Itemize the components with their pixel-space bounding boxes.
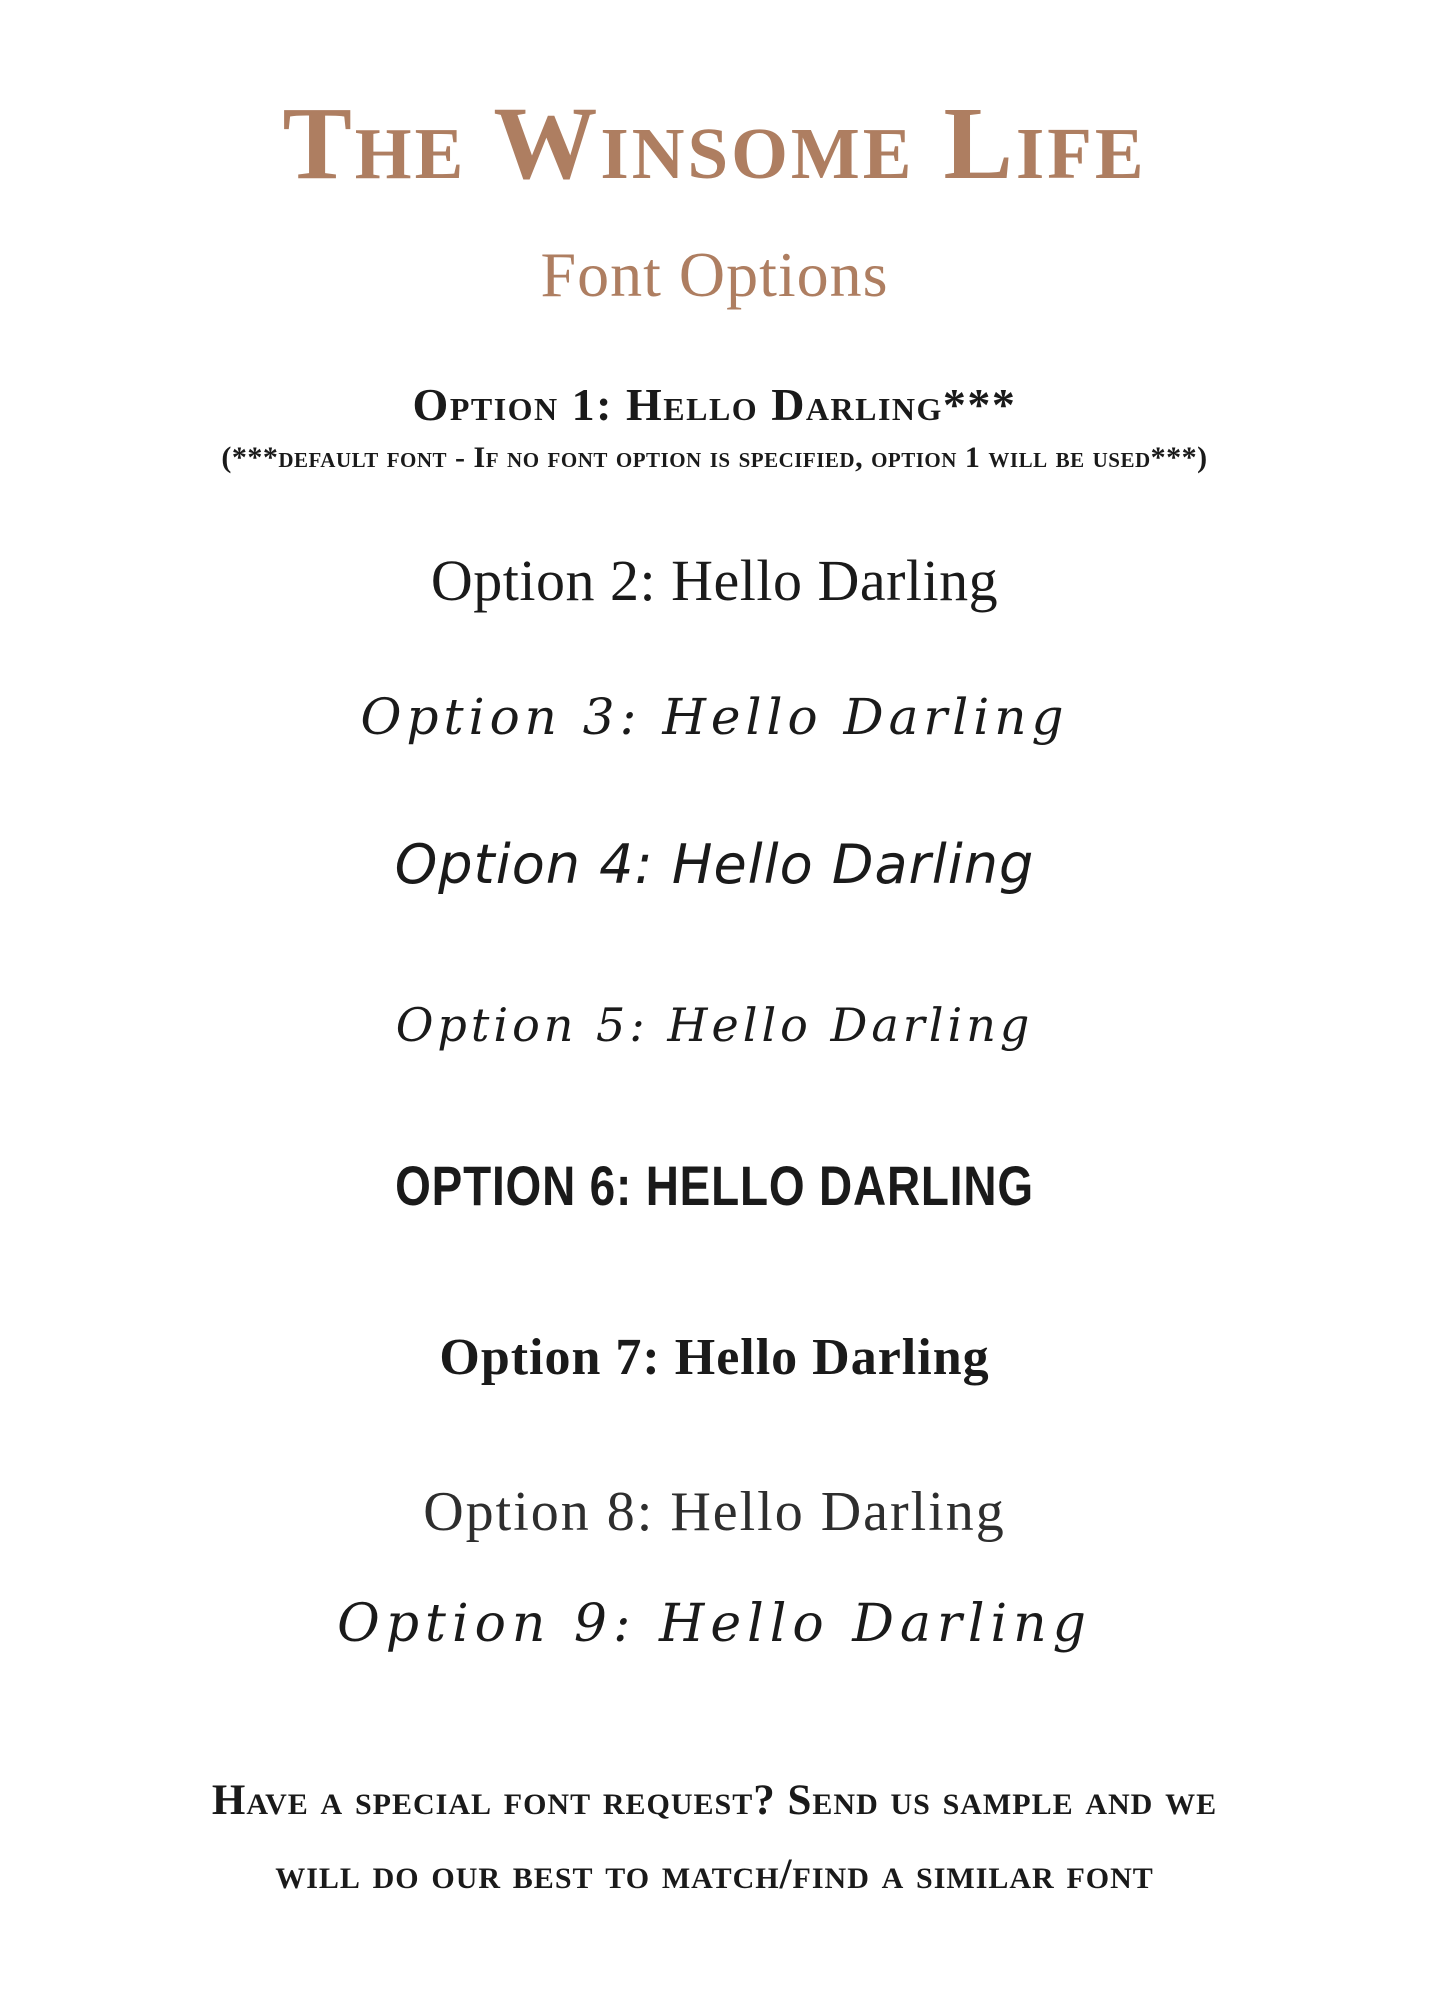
font-option-7-label: Option 7: Hello Darling [439, 1329, 990, 1386]
font-option-5-label: Option 5: Hello Darling [395, 998, 1034, 1052]
brand-title: The Winsome Life [282, 86, 1147, 201]
footer-line-1: Have a special font request? Send us sample and we [211, 1777, 1218, 1824]
page-subtitle: Font Options [540, 239, 889, 310]
font-option-6-label [0, 1154, 1429, 1217]
font-option-2-label: Option 2: Hello Darling [430, 548, 999, 613]
font-option-8-label: Option 8: Hello Darling [423, 1481, 1006, 1543]
footer-line-2: will do our best to match/find a similar font [275, 1851, 1154, 1898]
font-option-3-label: Option 3: Hello Darling [360, 688, 1069, 746]
font-option-4-label: Option 4: Hello Darling [394, 833, 1035, 896]
font-option-6-text: OPTION 6: HELLO DARLING [395, 1154, 1034, 1217]
font-option-1-label: Option 1: Hello Darling*** [412, 379, 1017, 430]
default-font-note: (***default font - If no font option is specified, option 1 will be used***) [221, 441, 1208, 474]
footer-note [0, 1764, 1429, 1912]
font-option-9-label: Option 9: Hello Darling [337, 1594, 1092, 1654]
